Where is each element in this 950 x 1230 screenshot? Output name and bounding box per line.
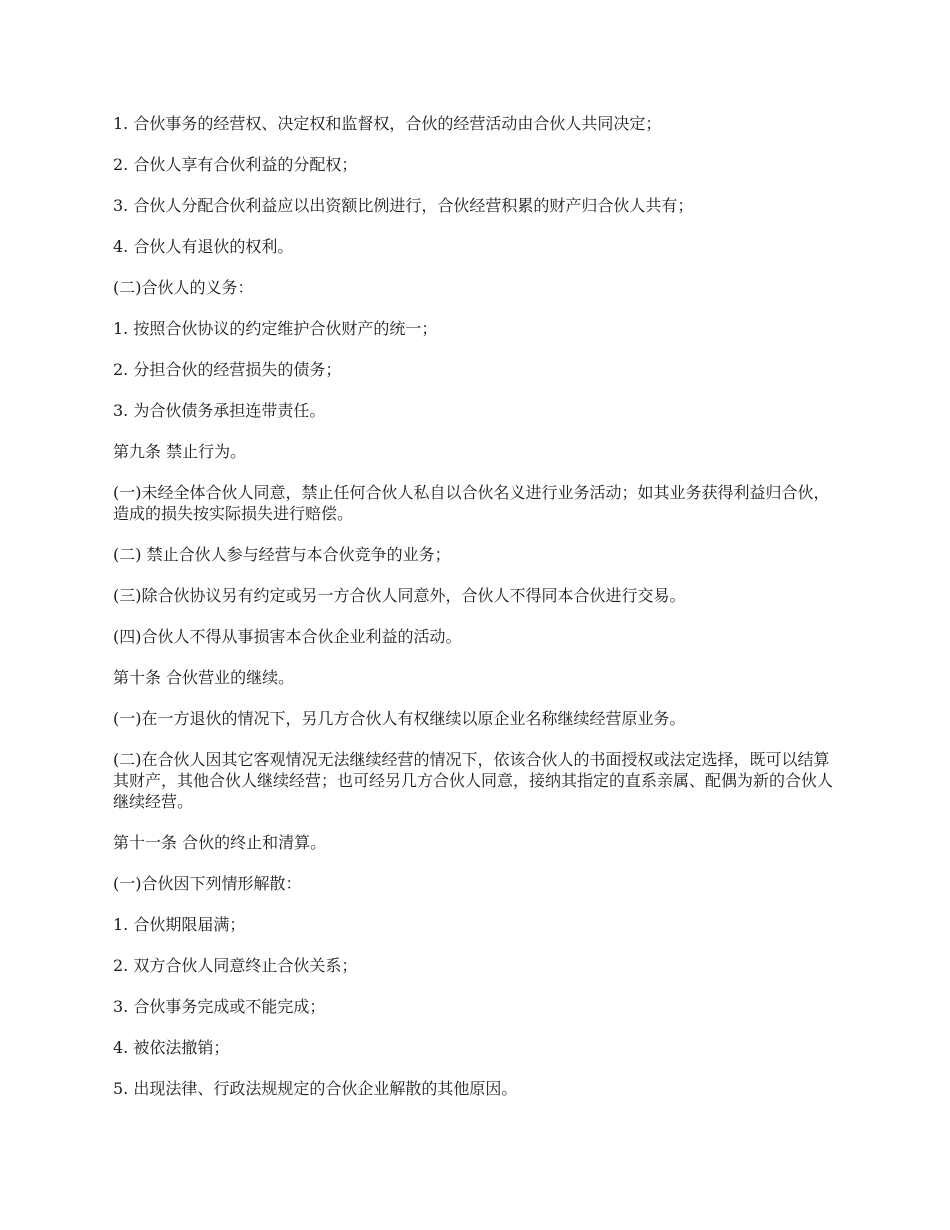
article-9-item-3: (三)除合伙协议另有约定或另一方合伙人同意外，合伙人不得同本合伙进行交易。 [113,586,686,605]
article-10-item-1: (一)在一方退伙的情况下，另几方合伙人有权继续以原企业名称继续经营原业务。 [113,709,686,728]
article-11-heading: 第十一条 合伙的终止和清算。 [113,833,327,852]
paragraph-1-4: 4. 合伙人有退伙的权利。 [113,237,294,256]
article-9-item-1: (一)未经全体合伙人同意，禁止任何合伙人私自以合伙名义进行业务活动；如其业务获得利益归合伙，造成的损失按实际损失进行赔偿。 [113,483,830,523]
article-11-item-1: (一)合伙因下列情形解散： [113,874,302,893]
article-9-item-4: (四)合伙人不得从事损害本合伙企业利益的活动。 [113,627,462,646]
dissolution-reason-5: 5. 出现法律、行政法规规定的合伙企业解散的其他原因。 [113,1079,518,1098]
dissolution-reason-4: 4. 被依法撤销； [113,1038,230,1057]
document-body [113,113,838,1119]
section-heading-duties: (二)合伙人的义务： [113,278,254,297]
paragraph-1-3: 3. 合伙人分配合伙利益应以出资额比例进行，合伙经营积累的财产归合伙人共有； [113,196,694,215]
paragraph-1-1: 1. 合伙事务的经营权、决定权和监督权，合伙的经营活动由合伙人共同决定； [113,114,662,133]
article-10-item-2: (二)在合伙人因其它客观情况无法继续经营的情况下，依该合伙人的书面授权或法定选择，既可以结算其财产，其他合伙人继续经营；也可经另几方合伙人同意，接纳其指定的直系亲属、配偶为新的合伙人继续经营。 [113,750,834,811]
dissolution-reason-1: 1. 合伙期限届满； [113,915,246,934]
paragraph-2-3: 3. 为合伙债务承担连带责任。 [113,401,326,420]
article-9-heading: 第九条 禁止行为。 [113,442,247,461]
article-10-heading: 第十条 合伙营业的继续。 [113,668,295,687]
paragraph-1-2: 2. 合伙人享有合伙利益的分配权； [113,155,358,174]
paragraph-2-2: 2. 分担合伙的经营损失的债务； [113,360,342,379]
paragraph-2-1: 1. 按照合伙协议的约定维护合伙财产的统一； [113,319,438,338]
dissolution-reason-2: 2. 双方合伙人同意终止合伙关系； [113,956,358,975]
article-9-item-2: (二) 禁止合伙人参与经营与本合伙竞争的业务； [113,545,451,564]
dissolution-reason-3: 3. 合伙事务完成或不能完成； [113,997,326,1016]
